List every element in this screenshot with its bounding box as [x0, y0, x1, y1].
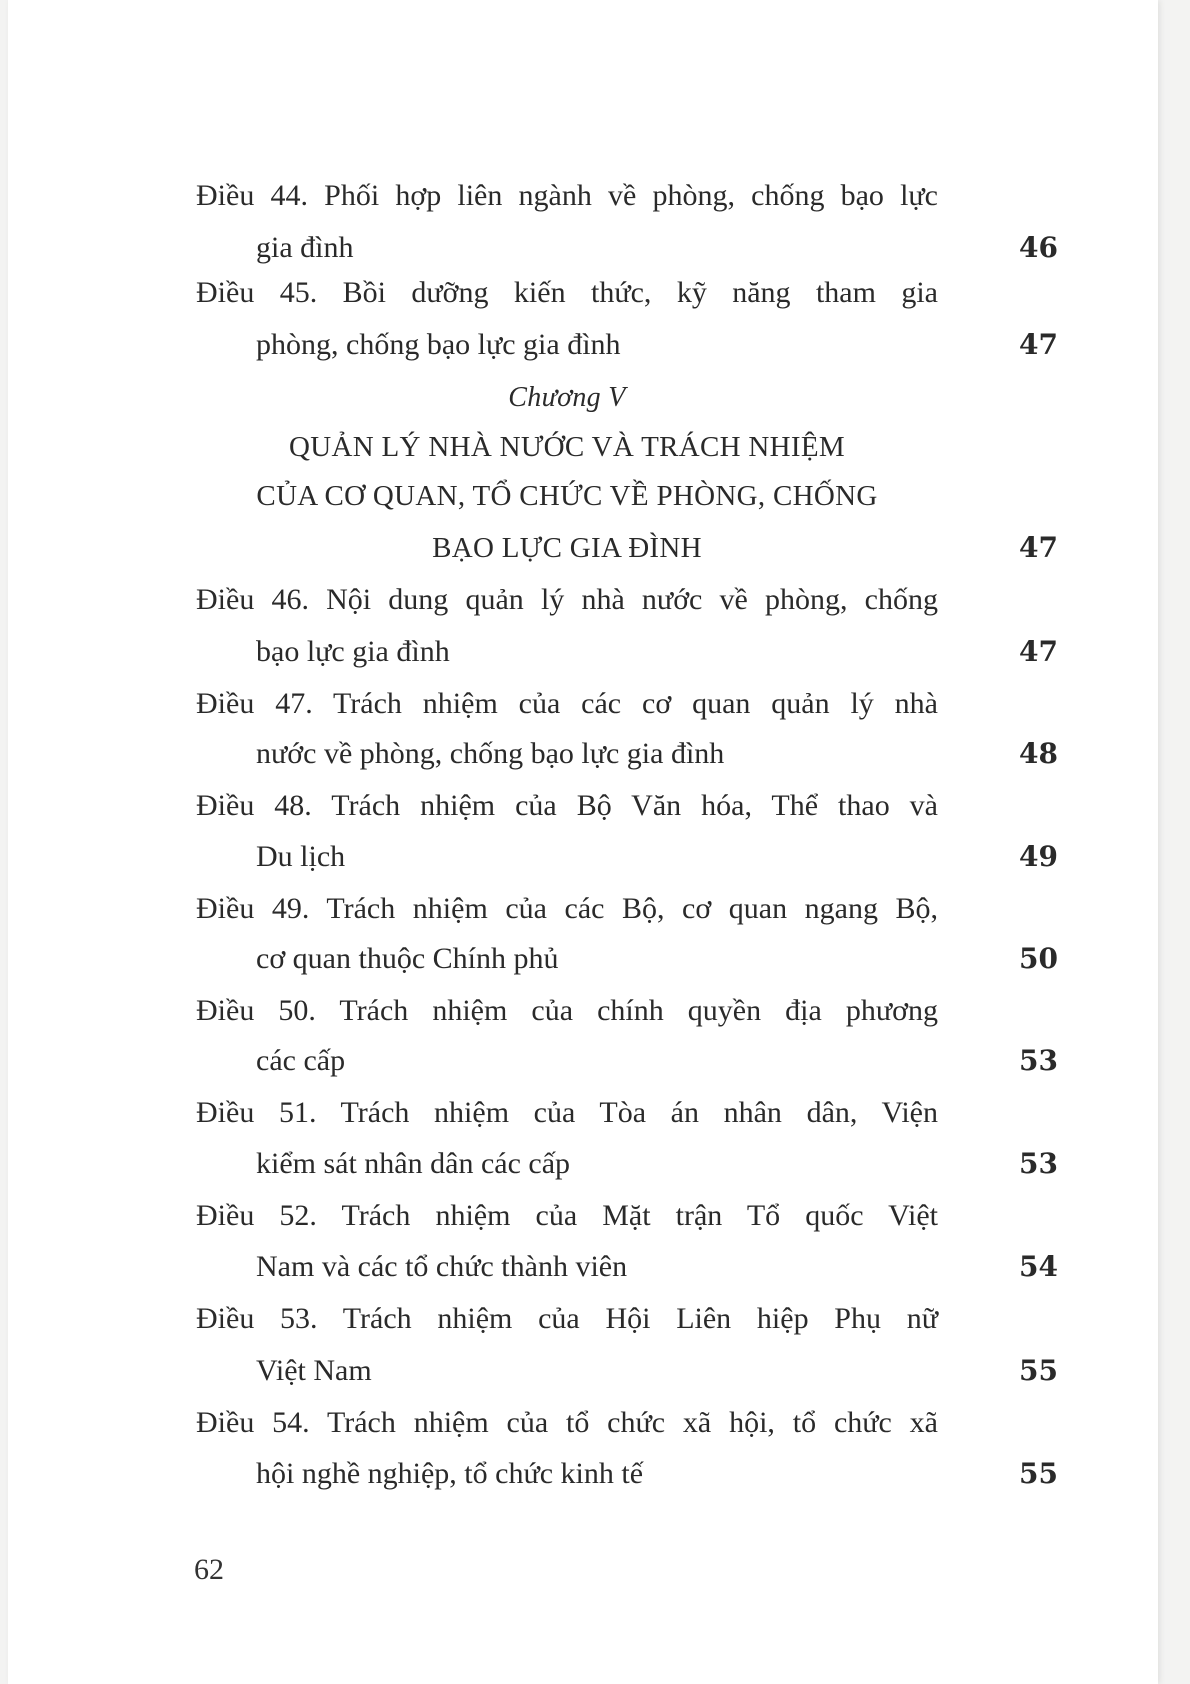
toc-entry-title-cont: Việt Nam	[256, 1354, 372, 1387]
chapter-title-line: CỦA CƠ QUAN, TỔ CHỨC VỀ PHÒNG, CHỐNG	[256, 480, 878, 512]
toc-page-number: 54	[1019, 1250, 1058, 1283]
toc-page-number: 48	[1019, 737, 1058, 770]
chapter-label: Chương V	[508, 382, 626, 413]
toc-entry-title: Điều 45. Bồi dưỡng kiến thức, kỹ năng tham gia	[196, 276, 938, 309]
toc-entry-title: Điều 49. Trách nhiệm của các Bộ, cơ quan ngang Bộ,	[196, 892, 938, 925]
toc-entry-title: Điều 47. Trách nhiệm của các cơ quan quản lý nhà	[196, 687, 938, 720]
toc-entry-title-cont: Nam và các tổ chức thành viên	[256, 1250, 628, 1283]
toc-page-number: 47	[1019, 531, 1058, 564]
book-page	[8, 0, 1158, 1684]
toc-entry-title-cont: nước về phòng, chống bạo lực gia đình	[256, 737, 725, 770]
toc-entry-title: Điều 48. Trách nhiệm của Bộ Văn hóa, Thể thao và	[196, 789, 938, 822]
toc-entry-title-cont: cơ quan thuộc Chính phủ	[256, 942, 559, 975]
toc-page-number: 55	[1019, 1354, 1058, 1387]
chapter-title-line: BẠO LỰC GIA ĐÌNH	[432, 532, 702, 564]
toc-entry-title: Điều 54. Trách nhiệm của tổ chức xã hội, tổ chức xã	[196, 1406, 938, 1439]
toc-entry-title: Điều 44. Phối hợp liên ngành về phòng, chống bạo lực	[196, 179, 938, 212]
toc-entry-title: Điều 51. Trách nhiệm của Tòa án nhân dân, Viện	[196, 1096, 938, 1129]
toc-entry-title: Điều 46. Nội dung quản lý nhà nước về phòng, chống	[196, 583, 938, 616]
page-number: 62	[194, 1553, 224, 1586]
toc-entry-title-cont: Du lịch	[256, 840, 346, 873]
toc-page-number: 47	[1019, 328, 1058, 361]
table-of-contents	[8, 0, 1158, 1684]
toc-page-number: 46	[1019, 231, 1058, 264]
toc-page-number: 55	[1019, 1457, 1058, 1490]
toc-entry-title: Điều 50. Trách nhiệm của chính quyền địa phương	[196, 994, 938, 1027]
toc-entry-title: Điều 52. Trách nhiệm của Mặt trận Tổ quốc Việt	[196, 1199, 938, 1232]
toc-entry-title-cont: gia đình	[256, 231, 354, 264]
toc-page-number: 53	[1019, 1147, 1058, 1180]
toc-entry-title-cont: bạo lực gia đình	[256, 635, 450, 668]
toc-page-number: 47	[1019, 635, 1058, 668]
toc-entry-title-cont: các cấp	[256, 1044, 346, 1077]
toc-entry-title-cont: hội nghề nghiệp, tổ chức kinh tế	[256, 1457, 644, 1490]
toc-entry-title-cont: kiểm sát nhân dân các cấp	[256, 1147, 571, 1180]
toc-page-number: 50	[1019, 942, 1058, 975]
chapter-title-line: QUẢN LÝ NHÀ NƯỚC VÀ TRÁCH NHIỆM	[289, 431, 845, 463]
toc-page-number: 53	[1019, 1044, 1058, 1077]
toc-page-number: 49	[1019, 840, 1058, 873]
toc-entry-title-cont: phòng, chống bạo lực gia đình	[256, 328, 621, 361]
toc-entry-title: Điều 53. Trách nhiệm của Hội Liên hiệp Phụ nữ	[196, 1302, 938, 1335]
